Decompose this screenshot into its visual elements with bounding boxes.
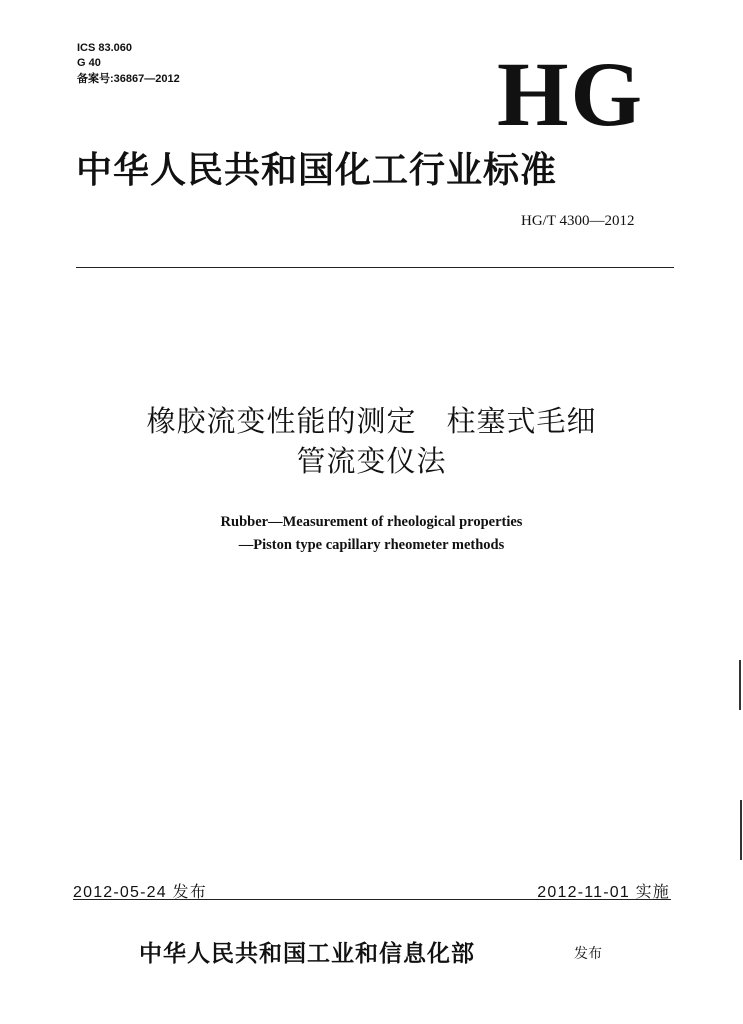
issue-date: 2012-05-24 发布 [73,884,207,901]
scan-edge-mark [739,660,741,710]
ccs-code: G 40 [77,57,101,69]
record-number: 备案号:36867—2012 [77,73,180,85]
hg-logo: HG [497,43,645,145]
title-cn-line-1: 橡胶流变性能的测定 柱塞式毛细 [146,404,597,438]
date-divider [73,899,671,900]
publisher-name: 中华人民共和国工业和信息化部 [139,940,475,967]
title-en-line-2: —Piston type capillary rheometer methods [238,537,505,553]
standard-category: 中华人民共和国化工行业标准 [76,149,558,191]
title-en-line-1: Rubber—Measurement of rheological properties [220,514,523,530]
scan-edge-mark [740,800,742,860]
implementation-date: 2012-11-01 实施 [537,884,670,901]
ics-code: ICS 83.060 [77,42,133,54]
standard-code: HG/T 4300—2012 [521,213,635,229]
header-divider [76,267,674,268]
title-cn-line-2: 管流变仪法 [296,444,447,478]
publisher-suffix: 发布 [574,946,602,962]
